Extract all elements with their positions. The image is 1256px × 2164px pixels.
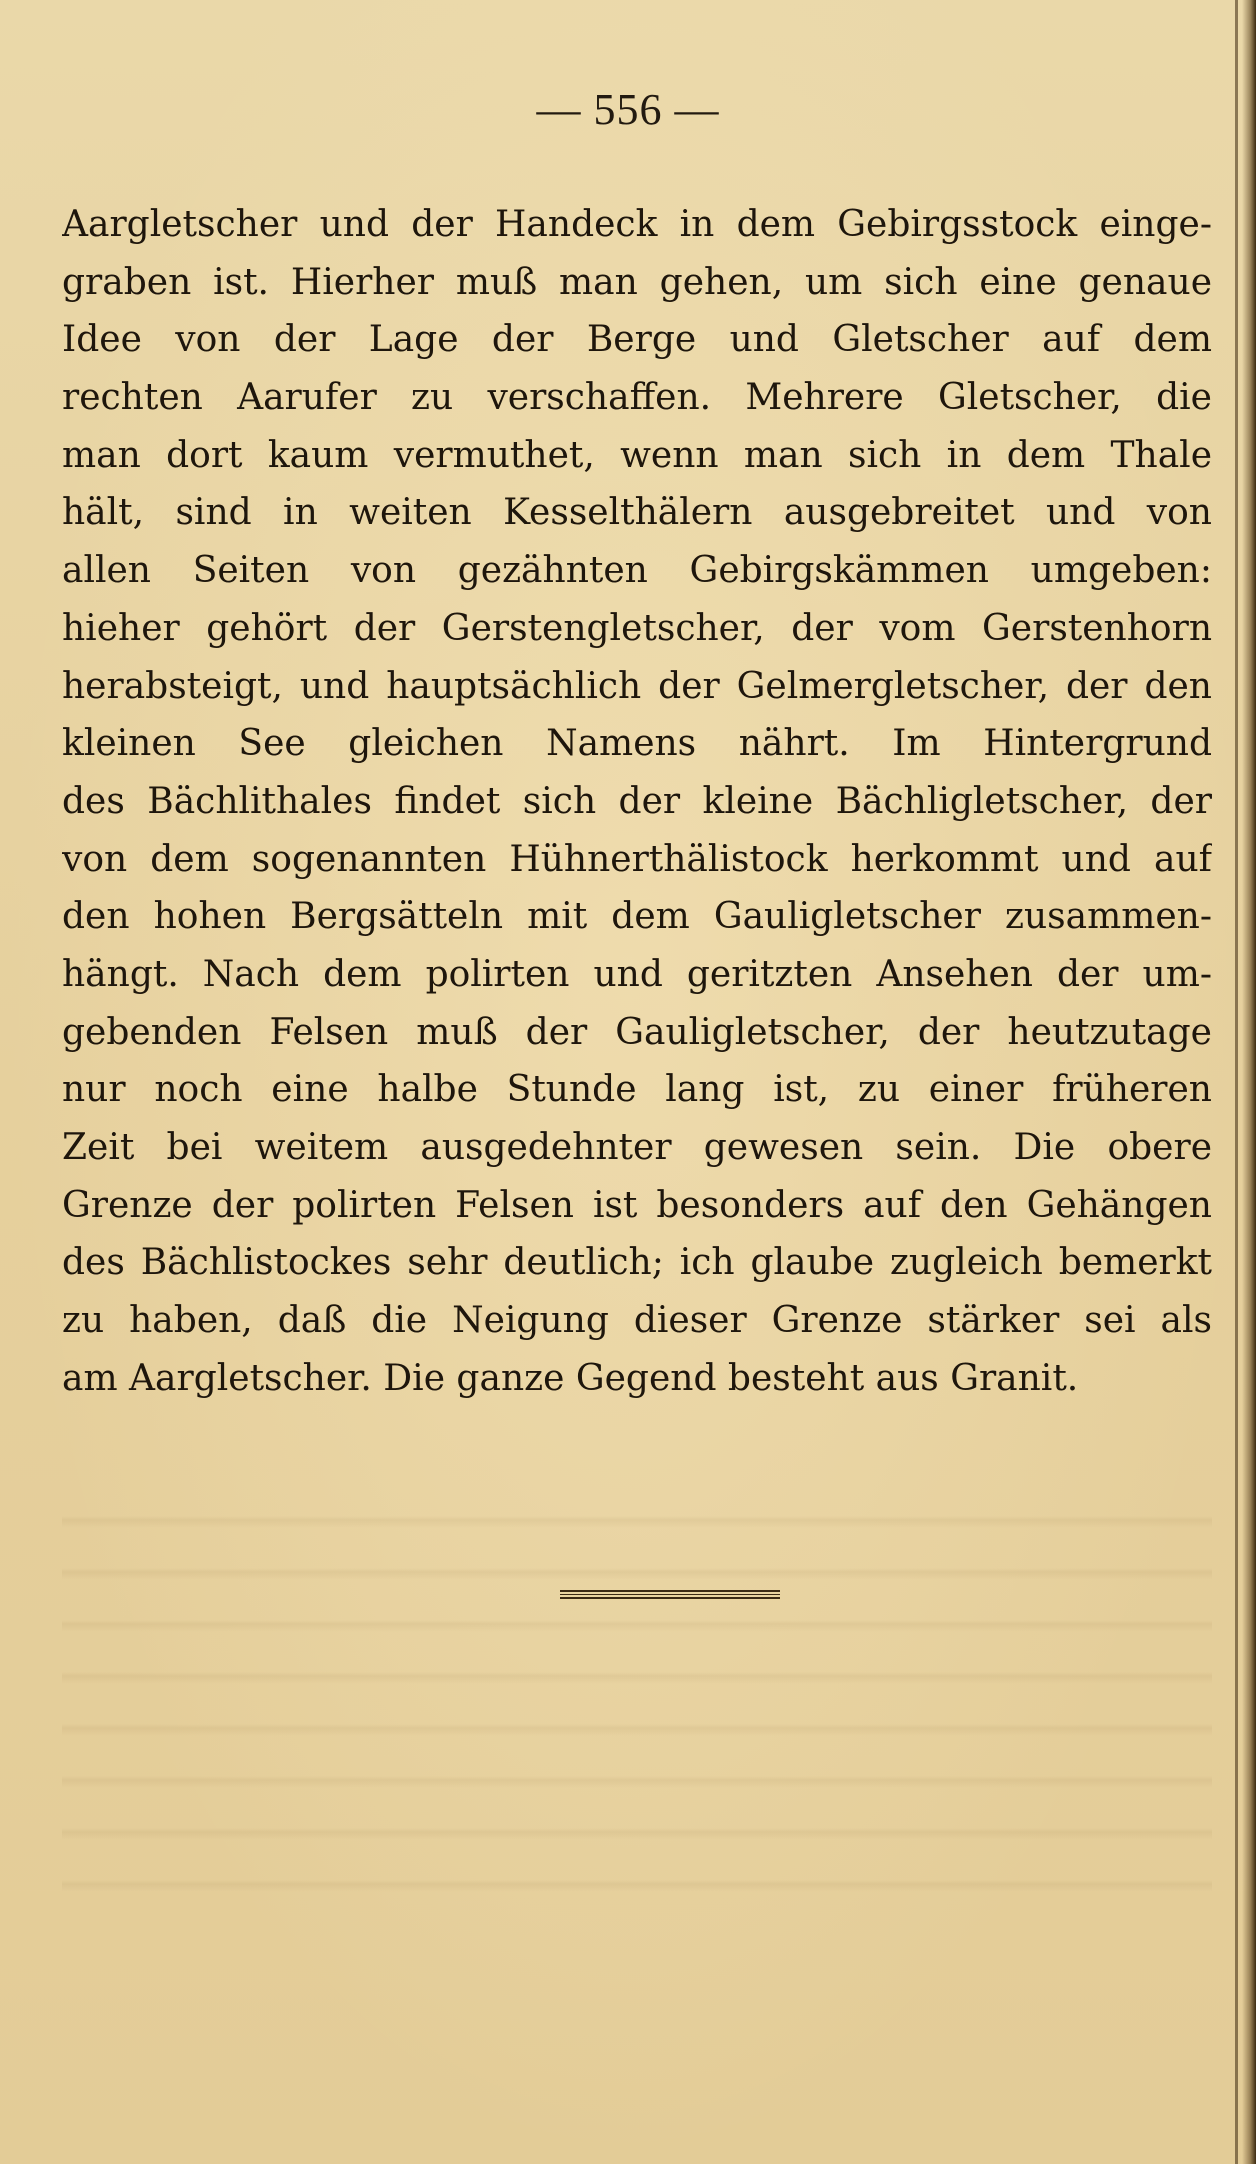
text-line: Grenze der polirten Felsen ist besonders auf den Gehängen (62, 1184, 1212, 1226)
page-edge-line (1235, 0, 1238, 2164)
text-line: rechten Aarufer zu verschaffen. Mehrere Gletscher, die (62, 377, 1212, 419)
text-line: Zeit bei weitem ausgedehnter gewesen sein. Die obere (62, 1127, 1212, 1168)
text-line: man dort kaum vermuthet, wenn man sich in dem Thale (62, 434, 1212, 476)
text-line: graben ist. Hierher muß man gehen, um sich eine genaue (62, 261, 1212, 303)
text-line: des Bächlithales findet sich der kleine Bächligletscher, der (62, 780, 1212, 822)
text-line: hält, sind in weiten Kesselthälern ausgebreitet und von (62, 492, 1212, 534)
text-line: herabsteigt, und hauptsächlich der Gelmergletscher, der den (62, 665, 1212, 707)
text-line: Idee von der Lage der Berge und Gletscher auf dem (62, 319, 1212, 361)
text-line: von dem sogenannten Hühnerthälistock herkommt und auf (62, 838, 1212, 880)
text-line: Aargletscher und der Handeck in dem Gebirgsstock einge- (62, 204, 1212, 245)
page-number: — 556 — (536, 85, 720, 134)
text-line: am Aargletscher. Die ganze Gegend besteht aus Granit. (62, 1357, 1079, 1399)
text-line: gebenden Felsen muß der Gauligletscher, der heutzutage (62, 1011, 1212, 1053)
text-line: kleinen See gleichen Namens nährt. Im Hintergrund (62, 723, 1212, 765)
text-line: nur noch eine halbe Stunde lang ist, zu einer früheren (62, 1069, 1212, 1111)
text-line: den hohen Bergsätteln mit dem Gauligletscher zusammen- (62, 896, 1212, 938)
text-line: des Bächlistockes sehr deutlich; ich glaube zugleich bemerkt (62, 1242, 1212, 1284)
body-text (62, 196, 1212, 1407)
show-through-bleed (62, 1476, 1212, 1916)
text-line: hieher gehört der Gerstengletscher, der vom Gerstenhorn (62, 607, 1212, 649)
page-edge-shadow (1242, 0, 1256, 2164)
text-line: hängt. Nach dem polirten und geritzten Ansehen der um- (62, 953, 1212, 995)
end-rule (560, 1590, 780, 1599)
text-line: zu haben, daß die Neigung dieser Grenze stärker sei als (62, 1300, 1212, 1342)
text-line: allen Seiten von gezähnten Gebirgskämmen umgeben: (62, 550, 1212, 592)
